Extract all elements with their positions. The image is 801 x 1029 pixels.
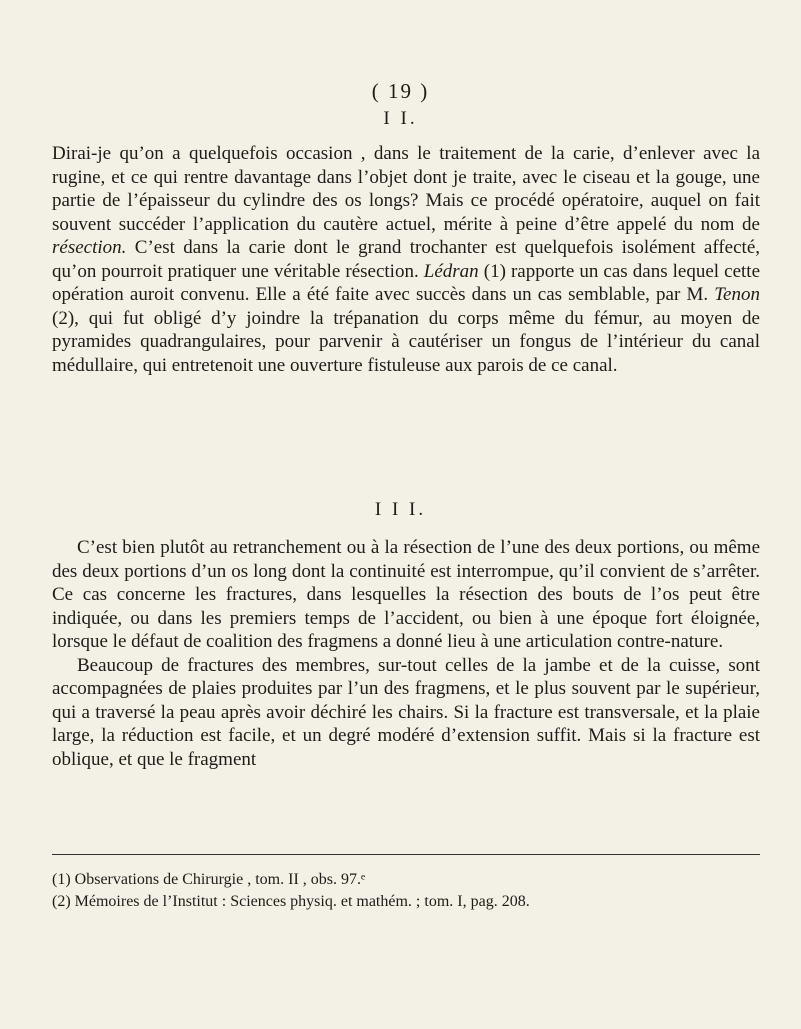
footnotes bbox=[52, 869, 760, 913]
author-name: Lédran bbox=[423, 260, 479, 282]
section-heading-2: I I. bbox=[383, 108, 418, 129]
section-2-body bbox=[52, 142, 760, 377]
author-name: Tenon bbox=[714, 284, 760, 305]
paragraph: Beaucoup de fractures des membres, sur-tout celles de la jambe et de la cuisse, sont accompagnées de plaies produites par l’un des fragmens, et le plus souvent par le supérieur, qui a traversé la peau après avoir déchiré les chairs. Si la fracture est transversale, et la plaie large, la réduction est facile, et un degré modéré d’extension suffit. Mais si la fracture est oblique, et que le fragment bbox=[52, 654, 760, 770]
section-3-body bbox=[52, 536, 760, 771]
paragraph: C’est bien plutôt au retranchement ou à la résection de l’une des deux portions, ou même des deux portions d’un os long dont la continuité est interrompue, qu’il convient de s’arrêter. Ce cas concerne les fractures, dans lesquelles la résection des bouts de l’os peut être indiquée, ou dans les premiers temps de l’accident, ou bien à une époque fort éloignée, lorsque le défaut de coalition des fragmens a donné lieu à une articulation contre-nature. bbox=[52, 537, 760, 652]
paragraph: Dirai-je qu’on a quelquefois occasion , dans le traitement de la carie, d’enlever avec la rugine, et ce qui rentre davantage dans l’objet dont je traite, avec le ciseau et la gouge, une partie de l’épaisseur du cylindre des os longs? Mais ce procédé opératoire, auquel on fait souvent succéder l’application du cautère actuel, mérite à peine d’être appelé du nom de résection. C’est dans la carie dont le grand trochanter est quelquefois isolément affecté, qu’on pourroit pratiquer une véritable résection. Lédran (1) rapporte un cas dans lequel cette opération auroit convenu. Elle a été faite avec succès dans un cas semblable, par M. Tenon (2), qui fut obligé d’y joindre la trépanation du corps même du fémur, au moyen de pyramides quadrangulaires, pour parvenir à cautériser un fongus de l’intérieur du canal médullaire, qui entretenoit une ouverture fistuleuse aux parois de ce canal. bbox=[52, 143, 761, 376]
footnote-divider bbox=[52, 854, 760, 855]
section-heading-3: I I I. bbox=[374, 499, 427, 520]
emphasis-term: résection. bbox=[52, 237, 127, 258]
footnote: (2) Mémoires de l’Institut : Sciences physiq. et mathém. ; tom. I, pag. 208. bbox=[52, 893, 530, 910]
page-number: ( 19 ) bbox=[371, 79, 430, 103]
footnote: (1) Observations de Chirurgie , tom. II , obs. 97.ᵉ bbox=[52, 871, 366, 888]
